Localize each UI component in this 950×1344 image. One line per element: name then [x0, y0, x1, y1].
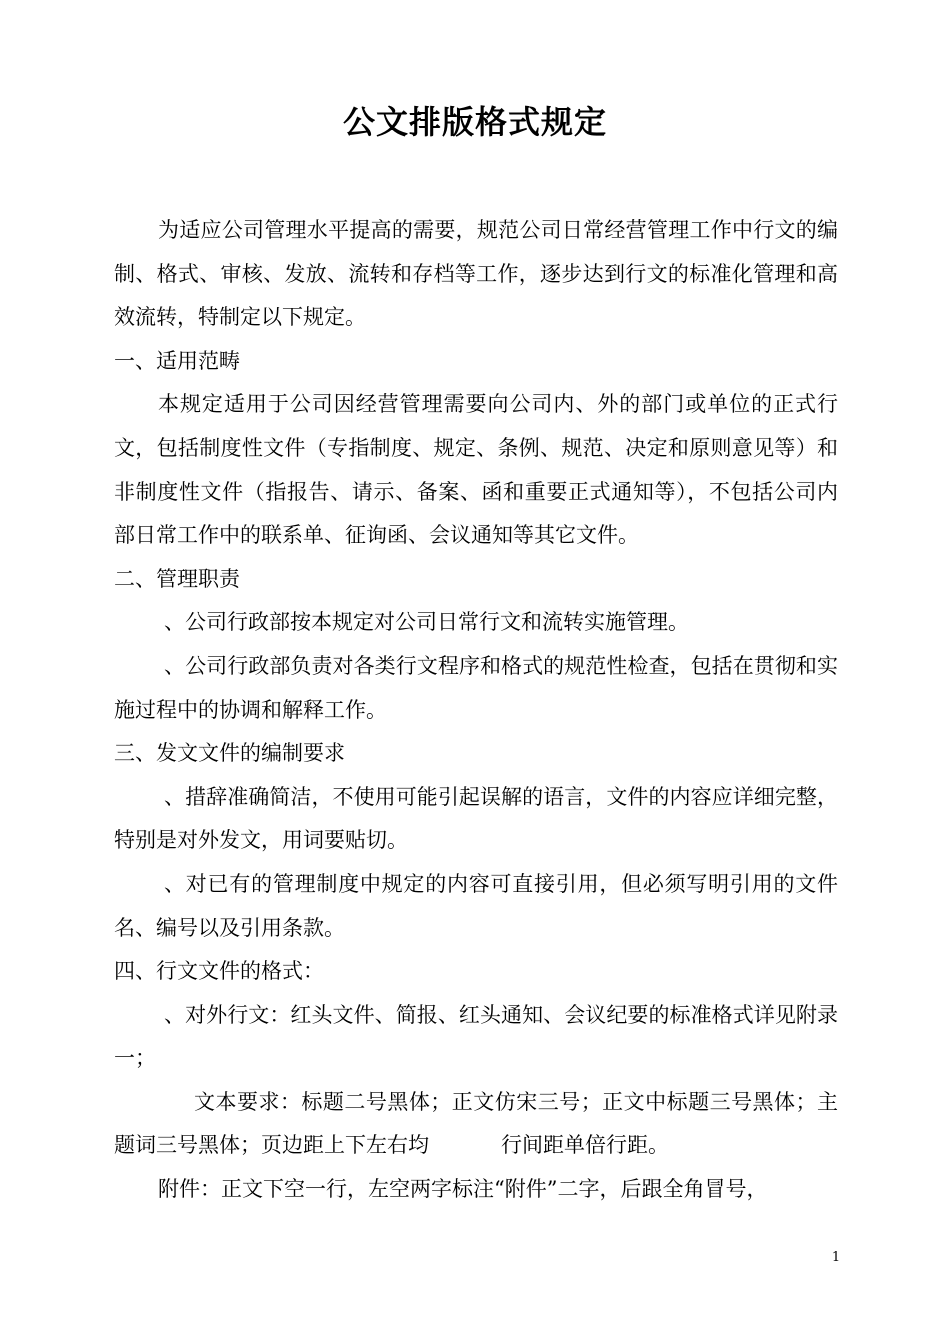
format-attachment: 附件：正文下空一行，左空两字标注“附件”二字，后跟全角冒号， [158, 1177, 768, 1202]
scope-paragraph: 本规定适用于公司因经营管理需要向公司内、外的部门或单位的正式行文，包括制度性文件（专指制度、规定、条例、规范、决定和原则意见等）和非制度性文件（指报告、请示、备案、函和重要正式通知等），不包括公司内部日常工作中的联系单、征询函、会议通知等其它文件。 [114, 392, 838, 548]
section-heading-format: 四、行文文件的格式： [114, 959, 324, 984]
document-title: 公文排版格式规定 [342, 103, 607, 141]
intro-paragraph: 为适应公司管理水平提高的需要，规范公司日常经营管理工作中行文的编制、格式、审核、发放、流转和存档等工作，逐步达到行文的标准化管理和高效流转，特制定以下规定。 [114, 218, 838, 330]
responsibility-item-2: 、公司行政部负责对各类行文程序和格式的规范性检查，包括在贯彻和实施过程中的协调和解释工作。 [114, 653, 838, 722]
drafting-item-2: 、对已有的管理制度中规定的内容可直接引用，但必须写明引用的文件名、编号以及引用条款。 [114, 871, 838, 940]
section-heading-scope: 一、适用范畴 [114, 348, 240, 373]
section-heading-drafting: 三、发文文件的编制要求 [114, 741, 345, 766]
format-text-requirements-part2: 行间距单倍行距。 [501, 1133, 669, 1158]
drafting-item-1: 、措辞准确简洁，不使用可能引起误解的语言，文件的内容应详细完整，特别是对外发文，用词要贴切。 [114, 784, 838, 853]
format-text-requirements-part1: 文本要求：标题二号黑体；正文仿宋三号；正文中标题三号黑体；主题词三号黑体；页边距上下左右均 [114, 1089, 838, 1158]
page-number: 1 [831, 1250, 841, 1265]
document-body [114, 209, 838, 1212]
format-text-requirements [114, 1081, 838, 1168]
responsibility-item-1: 、公司行政部按本规定对公司日常行文和流转实施管理。 [164, 610, 689, 635]
section-heading-responsibility: 二、管理职责 [114, 566, 240, 591]
format-item-external: 、对外行文：红头文件、简报、红头通知、会议纪要的标准格式详见附录一； [114, 1002, 838, 1071]
